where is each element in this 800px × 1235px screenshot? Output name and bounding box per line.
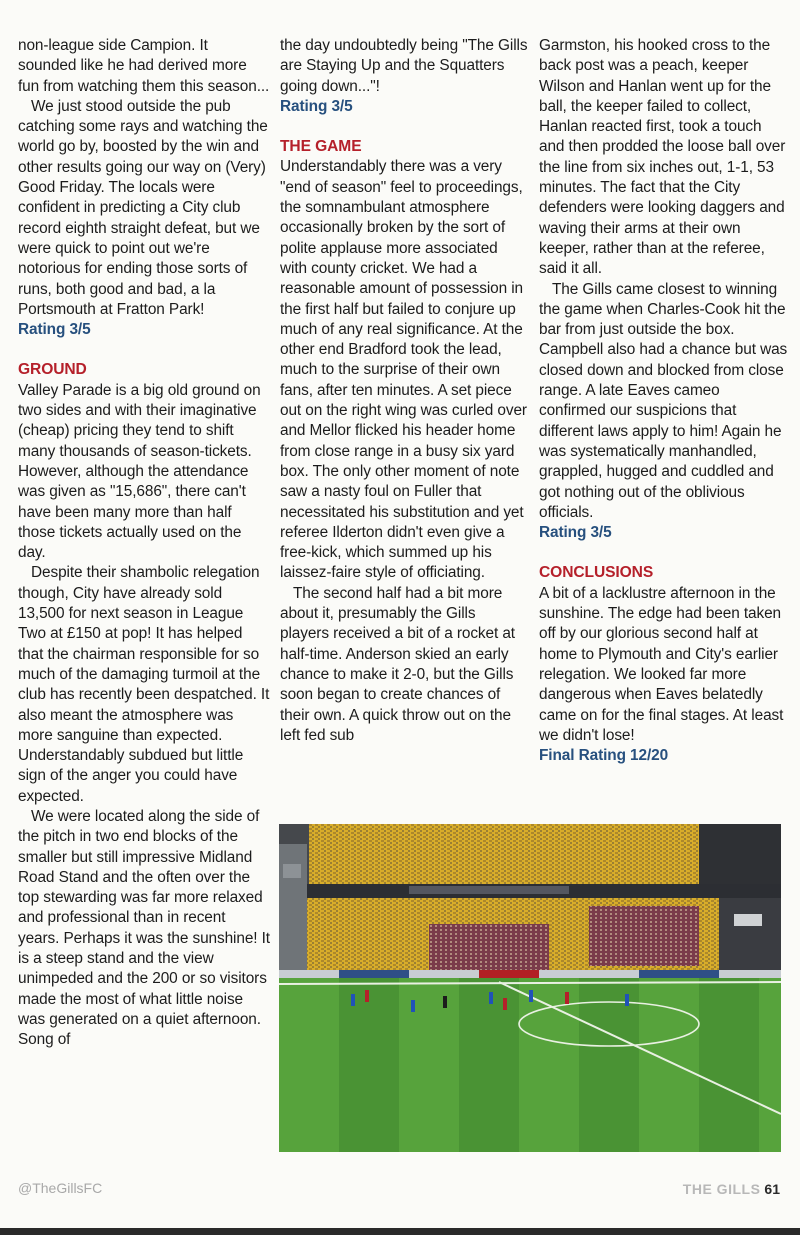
paragraph: The second half had a bit more about it, presumably the Gills players received a bit of a rocket at half-time. Anderson skied an early chance to make it 2-0, but the Gills soon began to create chances of their own. A quick throw out on the left fed sub xyxy=(280,584,515,744)
section-heading-game: THE GAME xyxy=(280,138,362,156)
paragraph: We just stood outside the pub catching some rays and watching the world go by, boosted by the win and other results going our way on (Very) Good Friday. The locals were confident in predicting a City club record eighth straight defeat, but we were quick to point out we're notorious for ending those sorts of runs, both good and bad, a la Portsmouth at Fratton Park! xyxy=(18,97,268,318)
paragraph: Valley Parade is a big old ground on two sides and with their imaginative (cheap) pricing they tend to shift many thousands of season-tickets. However, although the attendance was given as "15,686", there can't have been many more than half those tickets actually used on the day. xyxy=(18,381,261,562)
page-number: 61 xyxy=(764,1181,780,1197)
section-rating: Rating 3/5 xyxy=(18,321,91,339)
stadium-photo xyxy=(279,824,781,1152)
paragraph: The Gills came closest to winning the game when Charles-Cook hit the bar from just outside the box. Campbell also had a chance but was closed down and blocked from close range. A late Eaves cameo confirmed our suspicions that different laws apply to him! Again he was systematically manhandled, grappled, hugged and cuddled and got nothing out of the oblivious officials. xyxy=(539,280,788,521)
social-handle: @TheGillsFC xyxy=(18,1180,103,1196)
paragraph: We were located along the side of the pitch in two end blocks of the smaller but still impressive Midland Road Stand and the often over the top stewarding was far more relaxed and professional than in recent years. Perhaps it was the sunshine! It is a steep stand and the view unimpeded and the 200 or so visitors made the most of what little noise was generated on a quiet afternoon. Song of xyxy=(18,807,270,1049)
section-rating: Rating 3/5 xyxy=(539,524,612,542)
paragraph: the day undoubtedly being "The Gills are Staying Up and the Squatters going down..."! xyxy=(280,37,528,95)
final-rating: Final Rating 12/20 xyxy=(539,747,669,765)
scan-edge xyxy=(0,1228,800,1235)
stadium-illustration xyxy=(279,824,781,1152)
paragraph: Garmston, his hooked cross to the back post was a peach, keeper Wilson and Hanlan went up for the ball, the keeper failed to collect, Hanlan reacted first, took a touch and then prodded the loose ball over the line from six inches out, 1-1, 53 minutes. The fact that the City defenders were looking daggers and waving their arms at their own keeper, rather than at the referee, said it all. xyxy=(539,37,786,278)
paragraph: Despite their shambolic relegation though, City have already sold 13,500 for next season in League Two at £150 at pop! It has helped that the chairman responsible for so much of the damaging turmoil at the club has recently been despatched. It also meant the atmosphere was more sanguine than expected. Understandably subdued but little sign of the anger you could have expected. xyxy=(18,564,270,805)
article-column-1 xyxy=(18,36,270,1051)
section-heading-ground: GROUND xyxy=(18,361,87,379)
section-rating: Rating 3/5 xyxy=(280,97,353,115)
paragraph: Understandably there was a very "end of season" feel to proceedings, the somnambulant atmosphere occasionally broken by the sort of polite applause more associated with county cricket. We had a reasonable amount of possession in the first half but failed to conjure up much of any real significance. At the other end Bradford took the lead, much to the surprise of their own fans, after ten minutes. A set piece out on the right wing was curled over and Mellor flicked his header home from close range in a busy six yard box. The only other moment of note saw a nasty foul on Fuller that necessitated his substitution and yet referee Ilderton didn't even give a free-kick, which summed up his laissez-faire style of officiating. xyxy=(280,158,527,582)
article-column-2 xyxy=(280,36,528,746)
section-heading-conclusions: CONCLUSIONS xyxy=(539,564,654,582)
page-footer xyxy=(683,1181,780,1197)
article-column-3 xyxy=(539,36,789,766)
magazine-name: THE GILLS xyxy=(682,1181,761,1197)
paragraph: non-league side Campion. It sounded like he had derived more fun from watching them this season... xyxy=(18,37,270,95)
paragraph: A bit of a lacklustre afternoon in the sunshine. The edge had been taken off by our glorious second half at home to Plymouth and City's earlier relegation. We looked far more dangerous when Eaves belatedly came on for the final stages. At least we didn't lose! xyxy=(539,584,784,744)
